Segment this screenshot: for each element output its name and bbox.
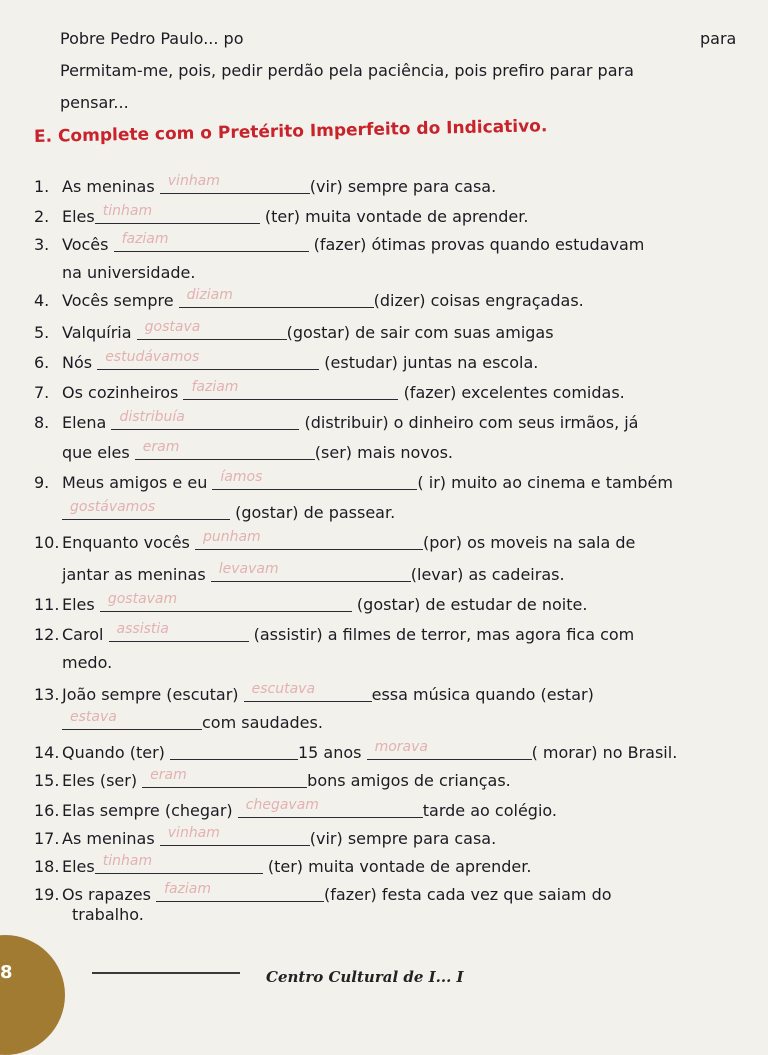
exercise-item-6: 6. Nós estudávamos (estudar) juntas na escola. — [34, 349, 539, 372]
exercise-item-14: 14. Quando (ter) 15 anos morava ( morar) no Brasil. — [34, 739, 678, 762]
page-corner-badge — [0, 935, 65, 1055]
answer-blank[interactable]: tinham — [95, 207, 260, 224]
exercise-item-8: 8. Elena distribuía (distribuir) o dinheiro com seus irmãos, já — [34, 409, 639, 432]
exercise-item-3: 3. Vocês faziam (fazer) ótimas provas quando estudavam — [34, 231, 645, 254]
answer-blank[interactable]: gostava — [137, 323, 287, 340]
answer-blank[interactable]: distribuía — [111, 413, 299, 430]
footer-rule — [92, 972, 240, 974]
answer-blank[interactable]: eram — [135, 443, 315, 460]
answer-blank[interactable] — [170, 743, 298, 760]
answer-blank[interactable]: morava — [367, 743, 532, 760]
answer-blank[interactable]: estudávamos — [97, 353, 319, 370]
answer-blank[interactable]: chegavam — [238, 801, 423, 818]
answer-blank[interactable]: levavam — [211, 565, 411, 582]
intro-line-1 — [60, 28, 768, 50]
exercise-item-12-cont: medo. — [62, 653, 113, 672]
answer-blank[interactable]: faziam — [156, 885, 324, 902]
answer-blank[interactable]: assistia — [109, 625, 249, 642]
exercise-item-10: 10. Enquanto vocês punham (por) os moveis na sala de — [34, 529, 636, 552]
exercise-item-19: 19. Os rapazes faziam (fazer) festa cada vez que saiam do — [34, 881, 612, 904]
page-number: 8 — [0, 962, 13, 983]
answer-blank[interactable]: gostávamos — [62, 503, 230, 520]
exercise-heading: E. Complete com o Pretérito Imperfeito do Indicativo. — [33, 116, 548, 147]
exercise-item-7: 7. Os cozinheiros faziam (fazer) excelentes comidas. — [34, 379, 625, 402]
answer-blank[interactable]: íamos — [212, 473, 417, 490]
exercise-item-13: 13. João sempre (escutar) escutava essa música quando (estar) — [34, 681, 594, 704]
answer-blank[interactable]: estava — [62, 713, 202, 730]
exercise-item-9: 9. Meus amigos e eu íamos ( ir) muito ao cinema e também — [34, 469, 673, 492]
exercise-item-10-cont: jantar as meninas levavam (levar) as cadeiras. — [62, 561, 565, 584]
exercise-item-17: 17. As meninas vinham (vir) sempre para casa. — [34, 825, 497, 848]
intro-text-3: pensar... — [60, 93, 129, 112]
exercise-item-8-cont: que eles eram (ser) mais novos. — [62, 439, 453, 462]
exercise-item-5: 5. Valquíria gostava (gostar) de sair com suas amigas — [34, 319, 554, 342]
answer-blank[interactable]: punham — [195, 533, 423, 550]
intro-text-1: Pobre Pedro Paulo... po — [60, 29, 244, 48]
exercise-item-3-cont: na universidade. — [62, 263, 196, 282]
exercise-item-11: 11. Eles gostavam (gostar) de estudar de noite. — [34, 591, 588, 614]
intro-text-1-right: para — [700, 29, 737, 48]
answer-blank[interactable]: faziam — [183, 383, 398, 400]
answer-blank[interactable]: tinham — [95, 857, 263, 874]
answer-blank[interactable]: vinham — [160, 177, 310, 194]
exercise-item-9-cont: gostávamos (gostar) de passear. — [62, 502, 768, 524]
intro-line-3 — [60, 92, 768, 114]
exercise-item-15: 15. Eles (ser) eram bons amigos de crianças. — [34, 767, 511, 790]
answer-blank[interactable]: faziam — [114, 235, 309, 252]
exercise-item-13-cont: estava com saudades. — [62, 712, 768, 734]
exercise-item-19-cont: trabalho. — [72, 905, 144, 924]
exercise-item-16: 16. Elas sempre (chegar) chegavam tarde ao colégio. — [34, 797, 557, 820]
footer-text: Centro Cultural de I... I — [266, 968, 464, 986]
exercise-item-2: 2. Eles tinham (ter) muita vontade de aprender. — [34, 203, 529, 226]
answer-blank[interactable]: escutava — [244, 685, 372, 702]
exercise-item-18: 18. Eles tinham (ter) muita vontade de aprender. — [34, 853, 532, 876]
intro-line-2 — [60, 60, 768, 82]
intro-text-2: Permitam-me, pois, pedir perdão pela paciência, pois prefiro parar para — [60, 61, 634, 80]
answer-blank[interactable]: diziam — [179, 291, 374, 308]
exercise-item-1: 1. As meninas vinham (vir) sempre para casa. — [34, 173, 497, 196]
answer-blank[interactable]: gostavam — [100, 595, 352, 612]
exercise-item-4: 4. Vocês sempre diziam (dizer) coisas engraçadas. — [34, 287, 584, 310]
answer-blank[interactable]: vinham — [160, 829, 310, 846]
exercise-item-12: 12. Carol assistia (assistir) a filmes de terror, mas agora fica com — [34, 621, 635, 644]
answer-blank[interactable]: eram — [142, 771, 307, 788]
